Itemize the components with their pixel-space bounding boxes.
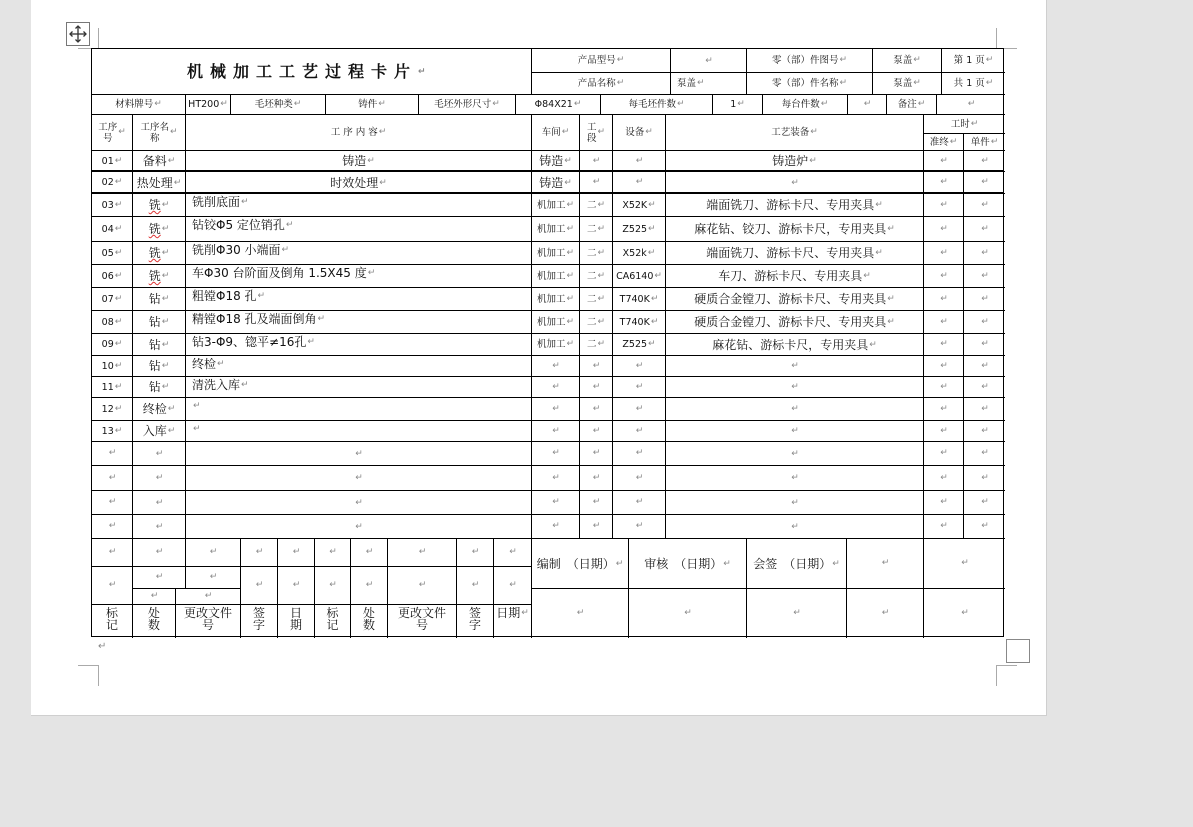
op-workshop[interactable]: ↵	[532, 515, 580, 539]
product-name-value[interactable]: 泵盖 ↵	[671, 73, 747, 95]
op-equipment[interactable]: ↵	[613, 421, 666, 442]
op-tooling[interactable]: ↵	[666, 421, 924, 442]
op-no[interactable]: 13 ↵	[92, 421, 133, 442]
change-log-cell[interactable]: ↵	[457, 539, 494, 567]
op-tooling[interactable]: 端面铣刀、游标卡尺、专用夹具 ↵	[666, 194, 924, 217]
op-name[interactable]: ↵	[133, 491, 186, 515]
op-content[interactable]: 钻3-Φ9、锪平≠16孔 ↵	[186, 334, 532, 356]
change-log-cell[interactable]: ↵	[133, 539, 186, 567]
op-workshop[interactable]: 机加工 ↵	[532, 194, 580, 217]
blank-size-label[interactable]: 毛坯外形尺寸 ↵	[419, 95, 516, 115]
op-equipment[interactable]: CA6140 ↵	[613, 265, 666, 288]
op-content[interactable]: 终检 ↵	[186, 356, 532, 377]
sign-value-cell[interactable]: ↵	[747, 589, 847, 638]
label-date[interactable]: 日期 ↵	[494, 605, 532, 638]
op-section[interactable]: 二 ↵	[580, 311, 613, 334]
table-resize-handle[interactable]	[1006, 639, 1030, 663]
op-tooling[interactable]: 麻花钻、游标卡尺，专用夹具 ↵	[666, 334, 924, 356]
double-rule	[92, 170, 1003, 171]
op-no[interactable]: 01 ↵	[92, 151, 133, 172]
col-hours-unit[interactable]: 单件 ↵	[964, 134, 1005, 151]
col-tooling[interactable]: 工艺装备 ↵	[666, 115, 924, 151]
op-hours-prep[interactable]: ↵	[924, 311, 964, 334]
op-no[interactable]: 07 ↵	[92, 288, 133, 311]
sign-value-cell[interactable]: ↵	[961, 608, 969, 618]
change-log-cell[interactable]: ↵	[133, 589, 176, 605]
countersign-date-label[interactable]: 会签 （日期） ↵	[747, 539, 847, 589]
blank-type-value[interactable]: 铸件 ↵	[326, 95, 419, 115]
per-unit-label[interactable]: 每台件数 ↵	[763, 95, 848, 115]
op-content[interactable]: 清洗入库 ↵	[186, 377, 532, 398]
col-workshop[interactable]: 车间 ↵	[532, 115, 580, 151]
op-content[interactable]: ↵	[186, 398, 532, 421]
op-section[interactable]: 二 ↵	[580, 194, 613, 217]
op-workshop[interactable]: 铸造 ↵	[532, 172, 580, 194]
material-label[interactable]: 材料牌号 ↵	[92, 95, 186, 115]
op-section[interactable]: 二 ↵	[580, 242, 613, 265]
op-section[interactable]: ↵	[580, 151, 613, 172]
op-workshop[interactable]: ↵	[532, 398, 580, 421]
op-hours-unit[interactable]: ↵	[964, 194, 1005, 217]
op-hours-prep[interactable]: ↵	[924, 288, 964, 311]
op-section[interactable]: 二 ↵	[580, 288, 613, 311]
op-content[interactable]: 铣削底面 ↵	[186, 194, 532, 217]
op-name[interactable]: 铣 ↵	[133, 194, 186, 217]
process-card-table	[91, 48, 1004, 637]
op-section[interactable]: ↵	[580, 398, 613, 421]
op-name[interactable]: 钻 ↵	[133, 334, 186, 356]
op-workshop[interactable]: 机加工 ↵	[532, 288, 580, 311]
change-log-cell[interactable]: ↵	[278, 567, 315, 605]
op-equipment[interactable]: ↵	[613, 377, 666, 398]
op-no[interactable]: 12 ↵	[92, 398, 133, 421]
op-section[interactable]: ↵	[580, 172, 613, 194]
product-model-label[interactable]: 产品型号 ↵	[532, 49, 671, 73]
op-hours-unit[interactable]: ↵	[964, 442, 1005, 466]
change-log-cell[interactable]: ↵	[92, 539, 133, 567]
op-tooling[interactable]: ↵	[666, 356, 924, 377]
label-sign[interactable]: 签 字	[457, 605, 494, 638]
change-log-cell[interactable]: ↵	[388, 539, 457, 567]
change-log-cell[interactable]: ↵	[315, 539, 351, 567]
op-workshop[interactable]: ↵	[532, 491, 580, 515]
op-tooling[interactable]: 铸造炉 ↵	[666, 151, 924, 172]
op-content[interactable]: 铸造 ↵	[186, 151, 532, 172]
op-name[interactable]: 终检 ↵	[133, 398, 186, 421]
op-no[interactable]: 04 ↵	[92, 217, 133, 242]
col-hours[interactable]: 工时 ↵	[924, 115, 1005, 134]
op-no[interactable]: ↵	[92, 442, 133, 466]
part-no-value[interactable]: 泵盖 ↵	[873, 49, 942, 73]
review-date-label[interactable]: 审核 （日期） ↵	[629, 539, 747, 589]
op-hours-unit[interactable]: ↵	[964, 172, 1005, 194]
op-hours-unit[interactable]: ↵	[964, 242, 1005, 265]
op-name[interactable]: 铣 ↵	[133, 217, 186, 242]
op-hours-unit[interactable]: ↵	[964, 491, 1005, 515]
op-workshop[interactable]: 机加工 ↵	[532, 217, 580, 242]
per-blank-value[interactable]: 1 ↵	[713, 95, 763, 115]
op-hours-prep[interactable]: ↵	[924, 421, 964, 442]
op-equipment[interactable]: ↵	[613, 491, 666, 515]
change-log-cell[interactable]: ↵	[186, 539, 241, 567]
op-hours-prep[interactable]: ↵	[924, 151, 964, 172]
op-section[interactable]: ↵	[580, 356, 613, 377]
label-mark[interactable]: 标 记	[92, 605, 133, 638]
op-hours-prep[interactable]: ↵	[924, 356, 964, 377]
op-tooling[interactable]: ↵	[666, 442, 924, 466]
sign-value-cell[interactable]: ↵	[629, 589, 747, 638]
op-hours-unit[interactable]: ↵	[964, 421, 1005, 442]
op-workshop[interactable]: ↵	[532, 356, 580, 377]
op-hours-unit[interactable]: ↵	[964, 356, 1005, 377]
sign-value-cell[interactable]: ↵	[532, 589, 629, 638]
per-unit-value[interactable]: ↵	[848, 95, 887, 115]
op-hours-prep[interactable]: ↵	[924, 377, 964, 398]
op-section[interactable]: ↵	[580, 491, 613, 515]
op-content[interactable]: ↵	[186, 442, 532, 466]
op-hours-unit[interactable]: ↵	[964, 265, 1005, 288]
op-hours-unit[interactable]: ↵	[964, 217, 1005, 242]
op-name[interactable]: 钻 ↵	[133, 356, 186, 377]
change-log-cell[interactable]: ↵	[278, 539, 315, 567]
blank-type-label[interactable]: 毛坯种类 ↵	[231, 95, 326, 115]
op-name[interactable]: 钻 ↵	[133, 377, 186, 398]
op-workshop[interactable]: ↵	[532, 466, 580, 491]
op-equipment[interactable]: ↵	[613, 466, 666, 491]
label-mark[interactable]: 标 记	[315, 605, 351, 638]
crop-mark-bottom-right	[996, 665, 1017, 686]
op-hours-prep[interactable]: ↵	[924, 265, 964, 288]
double-rule	[92, 192, 1003, 193]
op-workshop[interactable]: 机加工 ↵	[532, 242, 580, 265]
op-equipment[interactable]: ↵	[613, 515, 666, 539]
op-hours-unit[interactable]: ↵	[964, 334, 1005, 356]
op-no[interactable]: 11 ↵	[92, 377, 133, 398]
op-no[interactable]: 08 ↵	[92, 311, 133, 334]
op-workshop[interactable]: 机加工 ↵	[532, 311, 580, 334]
change-log-cell[interactable]: ↵	[315, 567, 351, 605]
crop-mark-bottom-left	[78, 665, 99, 686]
per-blank-label[interactable]: 每毛坯件数 ↵	[601, 95, 713, 115]
op-tooling[interactable]: 硬质合金镗刀、游标卡尺、专用夹具 ↵	[666, 288, 924, 311]
op-no[interactable]: 05 ↵	[92, 242, 133, 265]
material-value[interactable]: HT200 ↵	[186, 95, 231, 115]
op-no[interactable]: 09 ↵	[92, 334, 133, 356]
op-workshop[interactable]: 机加工 ↵	[532, 265, 580, 288]
change-log-cell[interactable]: ↵	[351, 539, 388, 567]
col-op-name[interactable]: 工序名 称 ↵	[133, 115, 186, 151]
label-sign[interactable]: 签 字	[241, 605, 278, 638]
op-equipment[interactable]: T740K ↵	[613, 311, 666, 334]
op-tooling[interactable]: ↵	[666, 491, 924, 515]
op-hours-unit[interactable]: ↵	[964, 151, 1005, 172]
op-equipment[interactable]: Z525 ↵	[613, 217, 666, 242]
op-name[interactable]: 铣 ↵	[133, 242, 186, 265]
remark-label[interactable]: 备注 ↵	[887, 95, 937, 115]
product-model-value[interactable]: ↵	[671, 49, 747, 73]
op-hours-prep[interactable]: ↵	[924, 515, 964, 539]
op-hours-unit[interactable]: ↵	[964, 311, 1005, 334]
op-tooling[interactable]: 硬质合金镗刀、游标卡尺、专用夹具 ↵	[666, 311, 924, 334]
label-count[interactable]: 处 数	[133, 605, 176, 638]
op-no[interactable]: ↵	[92, 466, 133, 491]
op-equipment[interactable]: ↵	[613, 172, 666, 194]
op-content[interactable]: 精镗Φ18 孔及端面倒角 ↵	[186, 311, 532, 334]
op-hours-prep[interactable]: ↵	[924, 442, 964, 466]
op-workshop[interactable]: ↵	[532, 442, 580, 466]
op-no[interactable]: 06 ↵	[92, 265, 133, 288]
op-section[interactable]: ↵	[580, 377, 613, 398]
change-log-cell[interactable]: ↵	[186, 567, 241, 589]
op-tooling[interactable]: ↵	[666, 466, 924, 491]
part-name-value[interactable]: 泵盖 ↵	[873, 73, 942, 95]
sign-value-cell[interactable]: ↵	[847, 589, 924, 638]
op-workshop[interactable]: 铸造 ↵	[532, 151, 580, 172]
change-log-cell[interactable]: ↵	[241, 567, 278, 605]
op-hours-unit[interactable]: ↵	[964, 515, 1005, 539]
change-log-cell[interactable]: ↵	[92, 567, 133, 605]
op-equipment[interactable]: X52K ↵	[613, 194, 666, 217]
op-tooling[interactable]: ↵	[666, 172, 924, 194]
op-tooling[interactable]: ↵	[666, 377, 924, 398]
change-log-cell[interactable]: ↵	[133, 567, 186, 589]
op-content[interactable]: ↵	[186, 515, 532, 539]
op-no[interactable]: 10 ↵	[92, 356, 133, 377]
change-log-cell[interactable]: ↵	[176, 589, 241, 605]
crop-mark-top-right	[996, 28, 1017, 49]
op-name[interactable]: ↵	[133, 515, 186, 539]
col-section[interactable]: 工 段 ↵	[580, 115, 613, 151]
op-name[interactable]: 热处理 ↵	[133, 172, 186, 194]
op-section[interactable]: 二 ↵	[580, 217, 613, 242]
sign-cell[interactable]: ↵	[847, 539, 924, 589]
col-hours-prep[interactable]: 准终 ↵	[924, 134, 964, 151]
op-equipment[interactable]: ↵	[613, 398, 666, 421]
op-hours-prep[interactable]: ↵	[924, 466, 964, 491]
op-equipment[interactable]: ↵	[613, 151, 666, 172]
op-name[interactable]: 备料 ↵	[133, 151, 186, 172]
op-section[interactable]: ↵	[580, 442, 613, 466]
blank-size-value[interactable]: Φ84X21 ↵	[516, 95, 601, 115]
op-tooling[interactable]: 车刀、游标卡尺、专用夹具 ↵	[666, 265, 924, 288]
label-date[interactable]: 日 期	[278, 605, 315, 638]
op-hours-prep[interactable]: ↵	[924, 334, 964, 356]
label-change-doc[interactable]: 更改文件 号	[388, 605, 457, 638]
op-name[interactable]: ↵	[133, 442, 186, 466]
op-hours-prep[interactable]: ↵	[924, 398, 964, 421]
op-hours-unit[interactable]: ↵	[964, 377, 1005, 398]
op-workshop[interactable]: ↵	[532, 377, 580, 398]
op-content[interactable]: 钻铰Φ5 定位销孔 ↵	[186, 217, 532, 242]
op-name[interactable]: 入库 ↵	[133, 421, 186, 442]
op-hours-unit[interactable]: ↵	[964, 398, 1005, 421]
sign-cell[interactable]: ↵	[924, 539, 1005, 589]
op-tooling[interactable]: 麻花钻、铰刀、游标卡尺，专用夹具 ↵	[666, 217, 924, 242]
op-no[interactable]: ↵	[92, 515, 133, 539]
op-content[interactable]: ↵	[186, 491, 532, 515]
op-content[interactable]: ↵	[186, 421, 532, 442]
op-content[interactable]: 铣削Φ30 小端面 ↵	[186, 242, 532, 265]
op-hours-prep[interactable]: ↵	[924, 217, 964, 242]
op-hours-prep[interactable]: ↵	[924, 194, 964, 217]
op-section[interactable]: ↵	[580, 421, 613, 442]
op-section[interactable]: ↵	[580, 466, 613, 491]
page-number[interactable]: 第 1 页 ↵	[942, 49, 1005, 73]
change-log-cell[interactable]: ↵	[388, 567, 457, 605]
op-name[interactable]: 钻 ↵	[133, 311, 186, 334]
card-title[interactable]: 机械加工工艺过程卡片 ↵	[92, 49, 532, 95]
op-equipment[interactable]: ↵	[613, 442, 666, 466]
op-equipment[interactable]: T740K ↵	[613, 288, 666, 311]
op-tooling[interactable]: 端面铣刀、游标卡尺、专用夹具 ↵	[666, 242, 924, 265]
op-name[interactable]: 钻 ↵	[133, 288, 186, 311]
part-no-label[interactable]: 零（部）件图号 ↵	[747, 49, 873, 73]
change-log-cell[interactable]: ↵	[351, 567, 388, 605]
op-hours-unit[interactable]: ↵	[964, 466, 1005, 491]
change-log-cell[interactable]: ↵	[494, 567, 532, 605]
remark-value[interactable]: ↵	[937, 95, 1005, 115]
op-no[interactable]: 03 ↵	[92, 194, 133, 217]
op-no[interactable]: ↵	[92, 491, 133, 515]
op-content[interactable]: ↵	[186, 466, 532, 491]
col-content[interactable]: 工 序 内 容 ↵	[186, 115, 532, 151]
op-name[interactable]: ↵	[133, 466, 186, 491]
op-section[interactable]: ↵	[580, 515, 613, 539]
op-hours-prep[interactable]: ↵	[924, 242, 964, 265]
part-name-label[interactable]: 零（部）件名称 ↵	[747, 73, 873, 95]
op-hours-unit[interactable]: ↵	[964, 288, 1005, 311]
op-equipment[interactable]: ↵	[613, 356, 666, 377]
op-content[interactable]: 粗镗Φ18 孔 ↵	[186, 288, 532, 311]
op-tooling[interactable]: ↵	[666, 398, 924, 421]
col-equipment[interactable]: 设备 ↵	[613, 115, 666, 151]
op-hours-prep[interactable]: ↵	[924, 172, 964, 194]
op-tooling[interactable]: ↵	[666, 515, 924, 539]
op-equipment[interactable]: Z525 ↵	[613, 334, 666, 356]
op-no[interactable]: 02 ↵	[92, 172, 133, 194]
op-workshop[interactable]: ↵	[532, 421, 580, 442]
paragraph-mark: ↵	[98, 641, 107, 652]
op-equipment[interactable]: X52k ↵	[613, 242, 666, 265]
page-total[interactable]: 共 1 页 ↵	[942, 73, 1005, 95]
op-content[interactable]: 车Φ30 台阶面及倒角 1.5X45 度 ↵	[186, 265, 532, 288]
op-name[interactable]: 铣 ↵	[133, 265, 186, 288]
table-move-handle-icon[interactable]	[66, 22, 90, 46]
col-op-no[interactable]: 工序 号 ↵	[92, 115, 133, 151]
op-section[interactable]: 二 ↵	[580, 334, 613, 356]
op-workshop[interactable]: 机加工 ↵	[532, 334, 580, 356]
label-change-doc[interactable]: 更改文件 号	[176, 605, 241, 638]
compile-date-label[interactable]: 编制 （日期） ↵	[532, 539, 629, 589]
product-name-label[interactable]: 产品名称 ↵	[532, 73, 671, 95]
op-content[interactable]: 时效处理 ↵	[186, 172, 532, 194]
change-log-cell[interactable]: ↵	[241, 539, 278, 567]
op-section[interactable]: 二 ↵	[580, 265, 613, 288]
op-hours-prep[interactable]: ↵	[924, 491, 964, 515]
change-log-cell[interactable]: ↵	[457, 567, 494, 605]
label-count[interactable]: 处 数	[351, 605, 388, 638]
change-log-cell[interactable]: ↵	[494, 539, 532, 567]
